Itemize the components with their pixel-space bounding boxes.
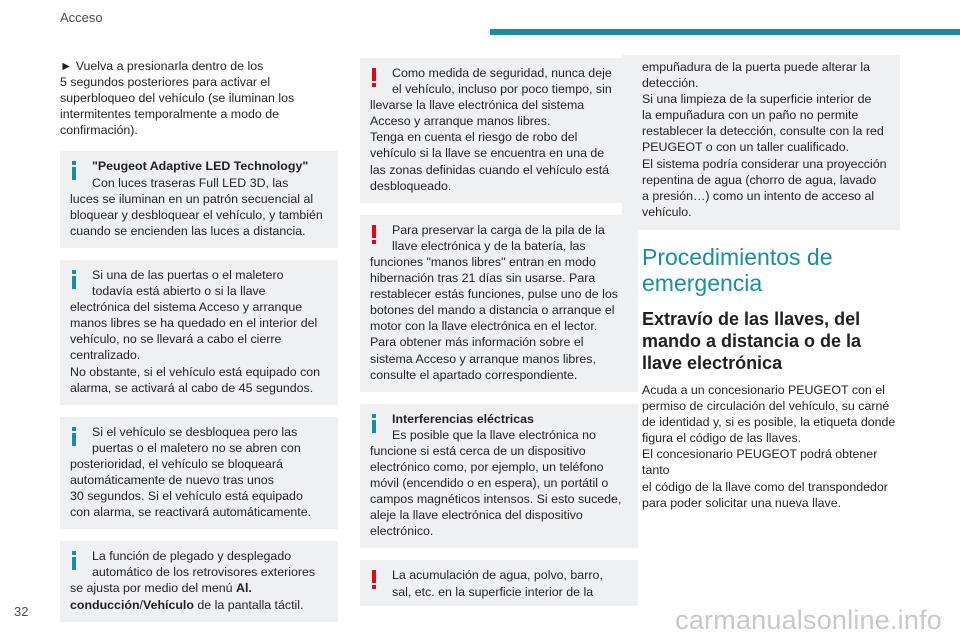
warning-box-text: llevarse la llave electrónica del sistema Acceso y arranque manos libres. Tenga en cuenta el riesgo de robo del vehículo si la llave se encuentra en una de las zonas definidas cuando el vehículo está desbloqueado. (370, 98, 610, 193)
info-box-text: funcione si está cerca de un dispositivo electrónico como, por ejemplo, un teléfono móvil (encendido o en espera), un portátil o campos magnéticos intensos. Si esto sucede, aleje la llave electrónica del dispositivo electrónico. (370, 443, 622, 539)
warning-box-lead: Como medida de seguridad, nunca deje el vehículo, incluso por poco tiempo, sin (392, 66, 612, 97)
info-box-doors-open (60, 260, 338, 405)
warning-box-battery (360, 215, 638, 392)
warning-box-dirt (360, 560, 638, 605)
menu-separator: / (139, 597, 143, 612)
warning-box-security (360, 58, 638, 203)
warning-icon (367, 570, 381, 589)
subsection-title: Extravío de las llaves, del mando a distancia o de la llave electrónica (642, 308, 862, 373)
warning-box-text: funciones "manos libres" entran en modo hibernación tras 21 días sin usarse. Para restablecer estás funciones, pulse uno de los botones del mando a distancia o arranque el motor con la llave electrónica en el lector. Para obtener más información sobre el sistema Acceso y arranque manos libres, consulte el apartado correspondiente. (370, 254, 618, 382)
column-middle (360, 58, 638, 618)
warning-box-text: empuñadura de la puerta puede alterar la detección. Si una limpieza de la superficie interior de la empuñadura con un paño no permite restablecer la detección, consulte con la red PEUGEOT o con un taller cualificado. El sistema podría considerar una proyección repentina de agua (chorro de agua, lavado a presión…) como un intento de acceso al vehículo. (642, 60, 887, 219)
info-box-title: "Peugeot Adaptive LED Technology" (92, 159, 309, 174)
warning-icon (367, 225, 381, 244)
info-box-title: Interferencias eléctricas (392, 411, 534, 426)
info-box-text-end: de la pantalla táctil. (193, 597, 304, 612)
body-paragraph: Acuda a un concesionario PEUGEOT con el permiso de circulación del vehículo, su carné de identidad y, si es posible, la etiqueta donde figura el código de las llaves. El concesionario PEUGEOT podrá obtener tanto el código de la llave como del transpondedor para poder solicitar una nueva llave. (642, 382, 896, 510)
info-box-lead: Es posible que la llave electrónica no (392, 427, 596, 442)
info-icon (67, 427, 81, 446)
info-icon (367, 414, 381, 433)
info-box-text: posterioridad, el vehículo se bloqueará automáticamente de nuevo tras unos 30 segundos. Si el vehículo está equipado con alarma, se reactivará automáticamente. (70, 456, 312, 520)
menu-name-driving: Al. conducción (70, 581, 252, 612)
warning-box-lead: Para preservar la carga de la pila de la llave electrónica y de la batería, las (392, 222, 605, 253)
column-left (60, 58, 338, 634)
info-icon (67, 270, 81, 289)
info-icon (67, 161, 81, 180)
info-box-lead: Con luces traseras Full LED 3D, las (92, 175, 289, 190)
info-box-interference (360, 404, 638, 549)
info-box-auto-relock (60, 417, 338, 530)
info-icon (67, 551, 81, 570)
warning-icon (367, 68, 381, 87)
column-right (622, 55, 900, 511)
info-box-led (60, 151, 338, 247)
page-number: 32 (14, 604, 29, 619)
warning-box-lead: La acumulación de agua, polvo, barro, sal, etc. en la superficie interior de la (392, 568, 603, 599)
info-box-lead: Si el vehículo se desbloquea pero las puertas o el maletero no se abren con (92, 424, 301, 455)
info-box-text: luces se iluminan en un patrón secuencial al bloquear y desbloquear el vehículo, y también cuando se encienden las luces a distancia. (70, 191, 323, 238)
arrow-paragraph: ► Vuelva a presionarla dentro de los 5 segundos posteriores para activar el superbloqueo del vehículo (se iluminan los intermitentes temporalmente a modo de confirmación). (60, 59, 295, 138)
menu-name-vehicle: Vehículo (142, 597, 194, 612)
info-box-text: se ajusta por medio del menú (70, 581, 236, 596)
section-title: Procedimientos de emergencia (642, 243, 833, 296)
info-box-mirrors (60, 541, 338, 621)
header-accent-bar (490, 29, 960, 35)
info-box-text: electrónica del sistema Acceso y arranque manos libres se ha quedado en el interior del vehículo, no se llevará a cabo el cierre centralizado. No obstante, si el vehículo está equipado con alarma, se activará al cabo de 45 segundos. (70, 300, 321, 395)
header-title: Acceso (60, 10, 103, 25)
warning-box-dirt-continued (622, 55, 900, 230)
info-box-lead: La función de plegado y desplegado automático de los retrovisores exteriores (92, 549, 316, 580)
info-box-lead: Si una de las puertas o el maletero todavía está abierto o si la llave (92, 267, 284, 299)
watermark: carmanualsonline.info (675, 605, 942, 635)
